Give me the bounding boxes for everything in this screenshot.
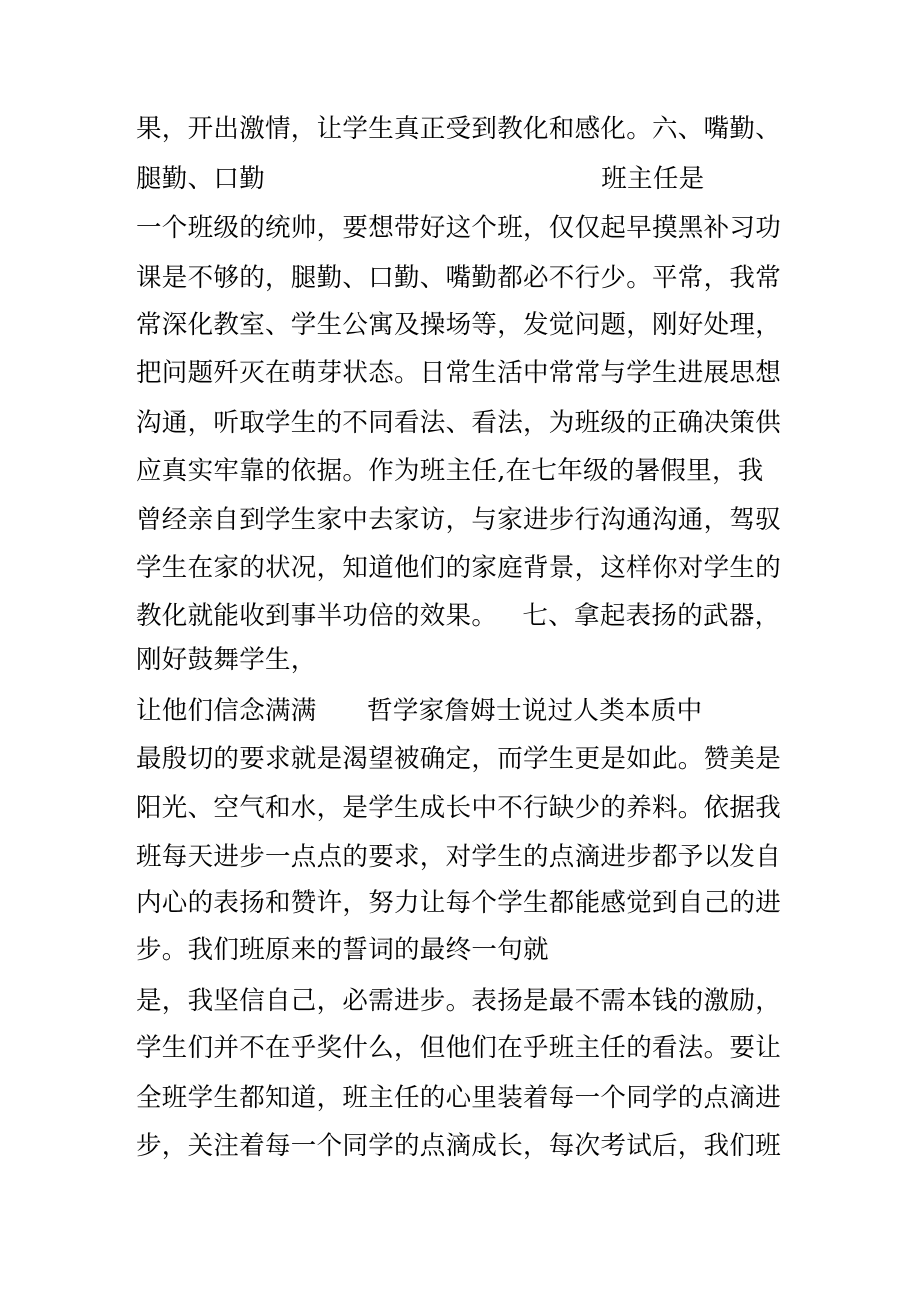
text-line: 阳光、空气和水，是学生成长中不行缺少的养料。依据我 — [136, 793, 782, 823]
text-line: 让他们信念满满 哲学家詹姆士说过人类本质中 — [136, 696, 703, 726]
text-line: 沟通，听取学生的不同看法、看法，为班级的正确决策供 — [136, 408, 782, 438]
text-line: 果，开出激情，让学生真正受到教化和感化。六、嘴勤、 — [136, 114, 782, 144]
text-line: 一个班级的统帅，要想带好这个班，仅仅起早摸黑补习功 — [136, 213, 782, 243]
text-line: 步。我们班原来的誓词的最终一句就 — [136, 935, 549, 965]
text-line: 把问题歼灭在萌芽状态。日常生活中常常与学生进展思想 — [136, 358, 782, 388]
text-line: 是，我坚信自己，必需进步。表扬是最不需本钱的激励， — [136, 986, 782, 1016]
text-line: 最殷切的要求就是渴望被确定，而学生更是如此。赞美是 — [136, 744, 782, 774]
text-line: 应真实牢靠的依据。作为班主任,在七年级的暑假里，我 — [136, 456, 764, 486]
text-line: 班每天进步一点点的要求，对学生的点滴进步都予以发自 — [136, 842, 782, 872]
text-line: 教化就能收到事半功倍的效果。 七、拿起表扬的武器， — [136, 601, 781, 631]
text-line: 学生在家的状况，知道他们的家庭背景，这样你对学生的 — [136, 553, 782, 583]
text-line: 刚好鼓舞学生， — [136, 645, 317, 675]
text-line: 学生们并不在乎奖什么，但他们在乎班主任的看法。要让 — [136, 1033, 782, 1063]
text-line: 常深化教室、学生公寓及操场等，发觉问题，刚好处理， — [136, 310, 782, 340]
text-line: 内心的表扬和赞许，努力让每个学生都能感觉到自己的进 — [136, 888, 782, 918]
text-line: 曾经亲自到学生家中去家访，与家进步行沟通沟通，驾驭 — [136, 505, 782, 535]
text-line: 腿勤、口勤 班主任是 — [136, 164, 705, 194]
text-line: 全班学生都知道，班主任的心里装着每一个同学的点滴进 — [136, 1083, 782, 1113]
text-line: 步，关注着每一个同学的点滴成长，每次考试后，我们班 — [136, 1131, 782, 1161]
text-line: 课是不够的，腿勤、口勤、嘴勤都必不行少。平常，我常 — [136, 263, 782, 293]
